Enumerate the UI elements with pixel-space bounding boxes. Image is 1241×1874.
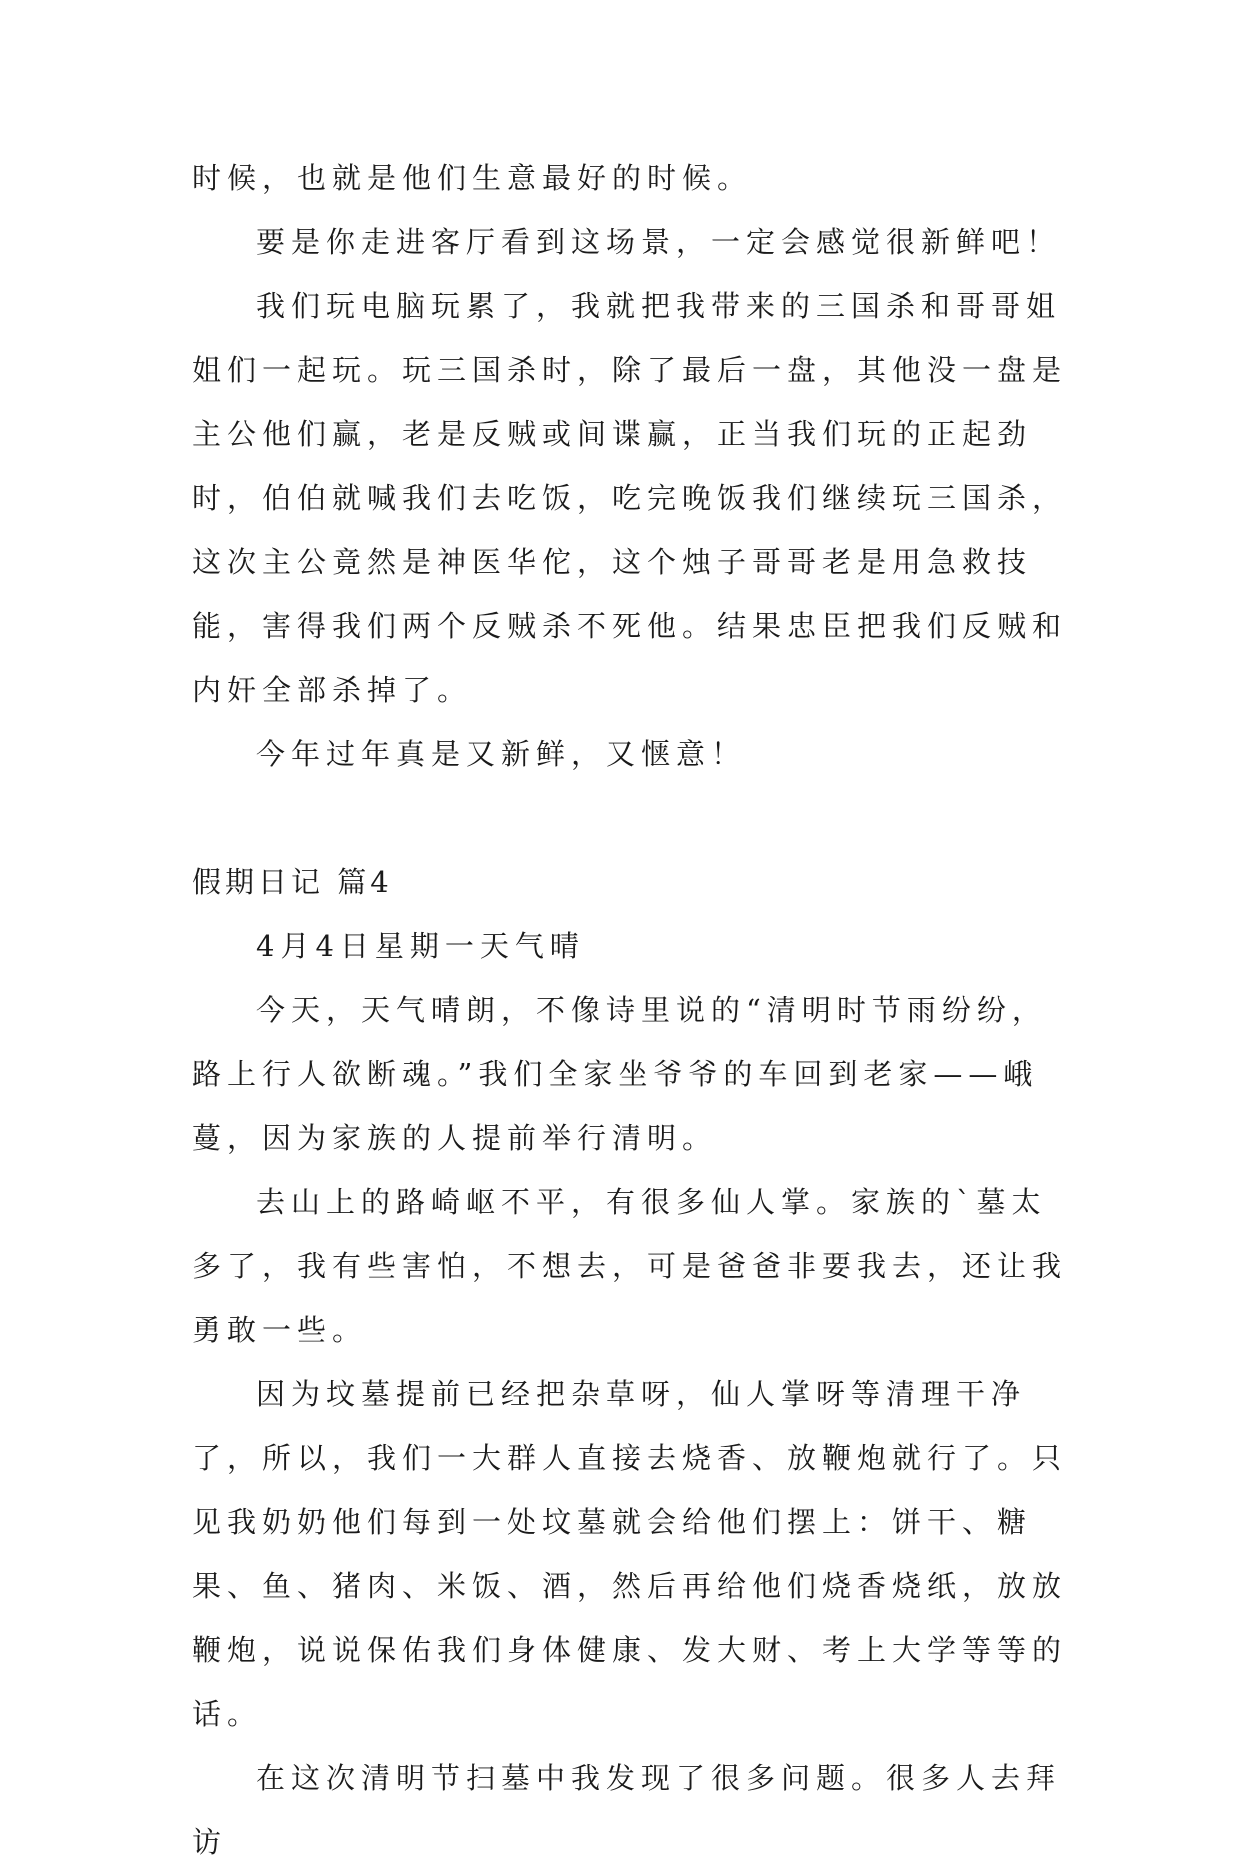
paragraph: 在这次清明节扫墓中我发现了很多问题。很多人去拜访 [192, 1761, 1062, 1859]
paragraph-continuation: 时候，也就是他们生意最好的时候。 [192, 161, 753, 195]
paragraph: 要是你走进客厅看到这场景，一定会感觉很新鲜吧！ [256, 225, 1062, 259]
section-spacer [192, 786, 1072, 850]
section-title: 假期日记 篇4 [192, 865, 393, 899]
paragraph: 因为坟墓提前已经把杂草呀，仙人掌呀等清理干净了，所以，我们一大群人直接去烧香、放鞭炮就行了。只见我奶奶他们每到一处坟墓就会给他们摆上：饼干、糖果、鱼、猪肉、米饭、酒，然后再给他们烧香烧纸，放放鞭炮，说说保佑我们身体健康、发大财、考上大学等等的话。 [192, 1377, 1068, 1731]
paragraph: 今年过年真是又新鲜，又惬意！ [256, 737, 747, 771]
document-body [192, 146, 1072, 1874]
paragraph: 我们玩电脑玩累了，我就把我带来的三国杀和哥哥姐姐们一起玩。玩三国杀时，除了最后一盘，其他没一盘是主公他们赢，老是反贼或间谍赢，正当我们玩的正起劲时，伯伯就喊我们去吃饭，吃完晚饭我们继续玩三国杀，这次主公竟然是神医华佗，这个烛子哥哥老是用急救技能，害得我们两个反贼杀不死他。结果忠臣把我们反贼和内奸全部杀掉了。 [192, 289, 1068, 707]
date-line: 4月4日星期一天气晴 [256, 929, 585, 963]
paragraph: 今天，天气晴朗，不像诗里说的“清明时节雨纷纷，路上行人欲断魂。”我们全家坐爷爷的车回到老家——峨蔓，因为家族的人提前举行清明。 [192, 993, 1047, 1155]
paragraph: 去山上的路崎岖不平，有很多仙人掌。家族的`墓太多了，我有些害怕，不想去，可是爸爸非要我去，还让我勇敢一些。 [192, 1185, 1068, 1347]
